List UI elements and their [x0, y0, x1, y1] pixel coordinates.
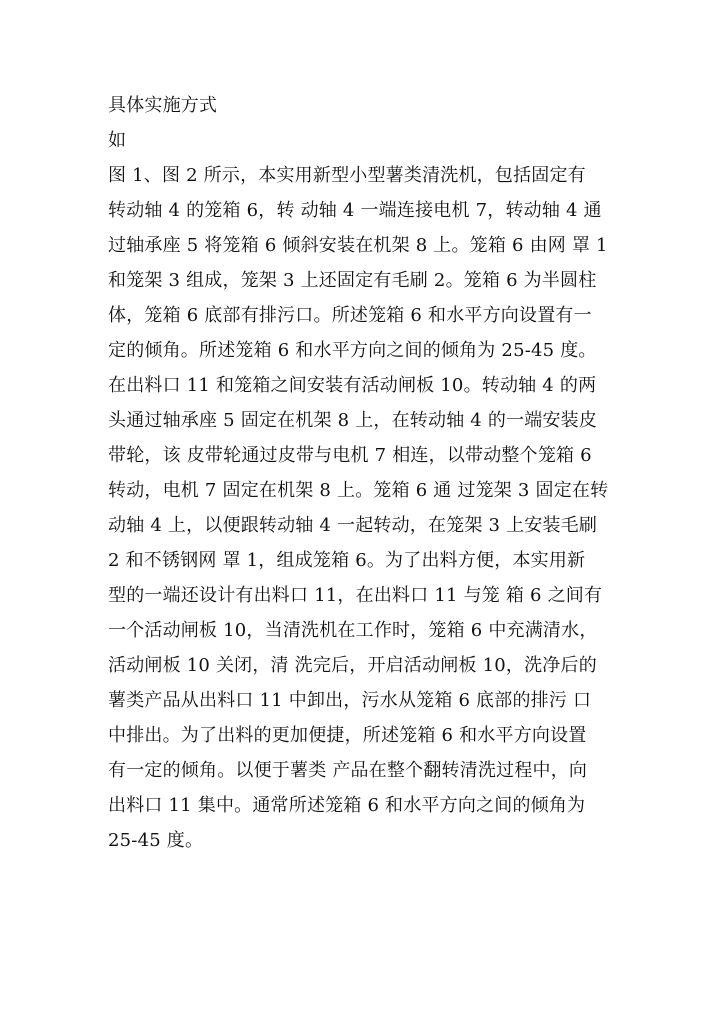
text-line: 25-45 度。: [108, 830, 204, 851]
text-line: 转动，电机 7 固定在机架 8 上。笼箱 6 通 过笼架 3 固定在转: [108, 480, 609, 501]
text-line: 如: [108, 130, 127, 151]
text-line: 头通过轴承座 5 固定在机架 8 上，在转动轴 4 的一端安装皮: [108, 410, 598, 431]
text-line: 带轮，该 皮带轮通过皮带与电机 7 相连，以带动整个笼箱 6: [108, 445, 592, 466]
text-line: 中排出。为了出料的更加便捷，所述笼箱 6 和水平方向设置: [108, 725, 587, 746]
text-line: 出料口 11 集中。通常所述笼箱 6 和水平方向之间的倾角为: [108, 795, 586, 816]
text-line: 定的倾角。所述笼箱 6 和水平方向之间的倾角为 25-45 度。: [108, 340, 597, 361]
text-line: 转动轴 4 的笼箱 6，转 动轴 4 一端连接电机 7，转动轴 4 通: [108, 200, 602, 221]
text-line: 一个活动闸板 10，当清洗机在工作时，笼箱 6 中充满清水，: [108, 620, 598, 641]
text-line: 和笼架 3 组成，笼架 3 上还固定有毛刷 2。笼箱 6 为半圆柱: [108, 270, 597, 291]
text-line: 薯类产品从出料口 11 中卸出，污水从笼箱 6 底部的排污 口: [108, 690, 592, 711]
text-line: 有一定的倾角。以便于薯类 产品在整个翻转清洗过程中，向: [108, 760, 588, 781]
text-line: 型的一端还设计有出料口 11，在出料口 11 与笼 箱 6 之间有: [108, 585, 603, 606]
text-line: 过轴承座 5 将笼箱 6 倾斜安装在机架 8 上。笼箱 6 由网 罩 1: [108, 235, 608, 256]
text-line: 动轴 4 上，以便跟转动轴 4 一起转动，在笼架 3 上安装毛刷: [108, 515, 598, 536]
text-line: 体，笼箱 6 底部有排污口。所述笼箱 6 和水平方向设置有一: [108, 305, 592, 326]
body-text: [108, 88, 668, 858]
text-line: 2 和不锈钢网 罩 1，组成笼箱 6。为了出料方便，本实用新: [108, 550, 586, 571]
text-line: 图 1、图 2 所示，本实用新型小型薯类清洗机，包括固定有: [108, 165, 586, 186]
text-line: 活动闸板 10 关闭，清 洗完后，开启活动闸板 10，洗净后的: [108, 655, 597, 676]
text-line: 在出料口 11 和笼箱之间安装有活动闸板 10。转动轴 4 的两: [108, 375, 597, 396]
section-heading: 具体实施方式: [108, 95, 218, 116]
